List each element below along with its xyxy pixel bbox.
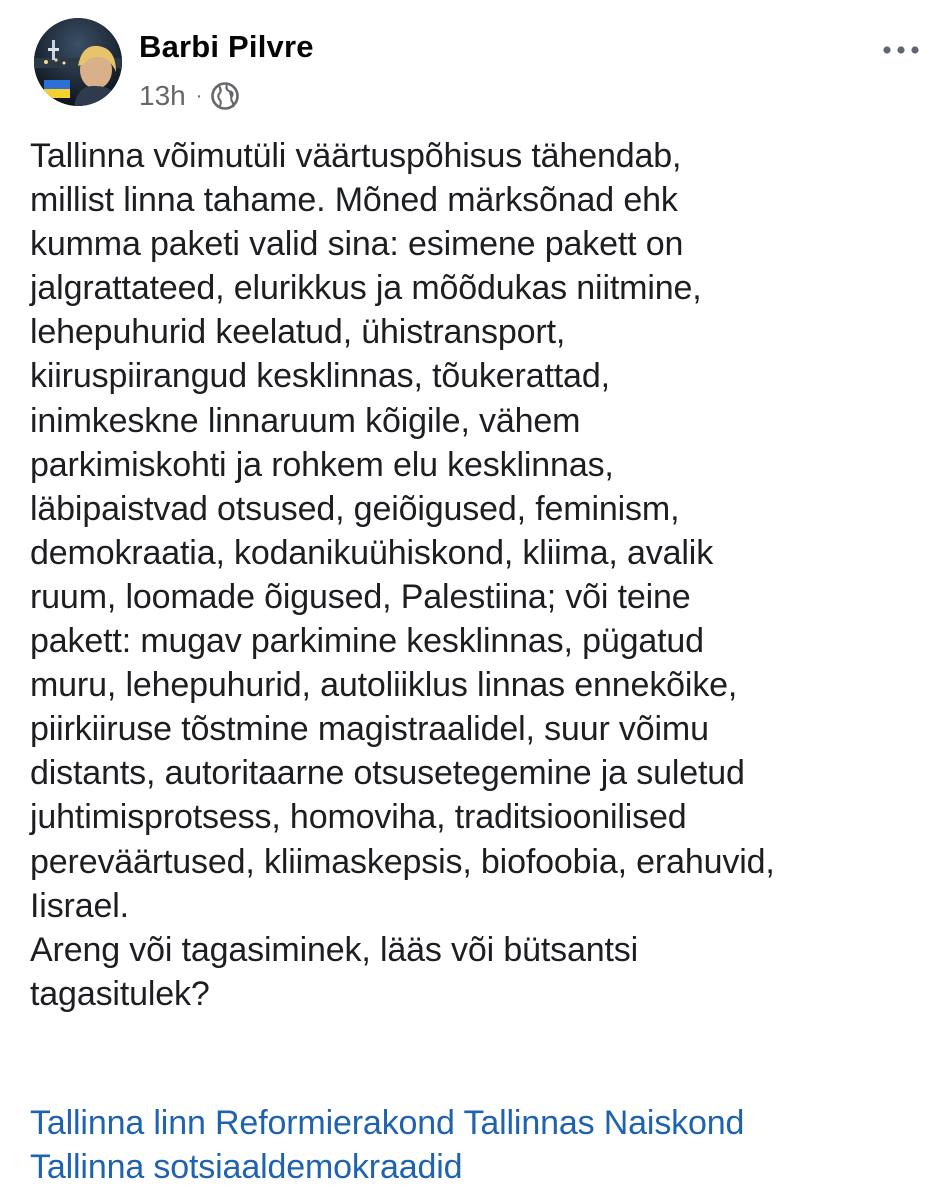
post-body-line: läbipaistvad otsused, geiõigused, feminism,: [30, 489, 680, 528]
post-body-line: pereväärtused, kliimaskepsis, biofoobia, erahuvid,: [30, 842, 775, 881]
post-body-line: muru, lehepuhurid, autoliiklus linnas ennekõike,: [30, 666, 738, 705]
avatar-photo: [34, 18, 122, 106]
post-body-line: Iisrael.: [30, 886, 129, 925]
post-body-line: tagasitulek?: [30, 974, 210, 1013]
post-body-line: kiiruspiirangud kesklinnas, tõukerattad,: [30, 357, 610, 396]
post-time[interactable]: 13h: [139, 80, 186, 111]
post-body-line: lehepuhurid keelatud, ühistransport,: [30, 313, 566, 352]
tag-tallinna-sotsiaaldemokraadid[interactable]: Tallinna sotsiaaldemokraadid: [30, 1148, 463, 1186]
post-body-line: demokraatia, kodanikuühiskond, kliima, avalik: [30, 533, 714, 572]
post-body-line: piirkiiruse tõstmine magistraalidel, suur võimu: [30, 710, 709, 749]
avatar[interactable]: [34, 18, 122, 106]
tag-naiskond[interactable]: Naiskond: [603, 1104, 745, 1142]
tag-line: [30, 1145, 920, 1189]
post-header: [0, 0, 945, 120]
post-body-line: kumma paketi valid sina: esimene pakett on: [30, 225, 684, 264]
post-body-line: Areng või tagasiminek, lääs või bütsantsi: [30, 930, 639, 969]
meta-separator: ·: [195, 84, 203, 107]
tag-line: [30, 1101, 920, 1145]
post-body-line: juhtimisprotsess, homoviha, traditsioonilised: [30, 798, 687, 837]
tagged-pages: [30, 1101, 920, 1189]
post-body-line: jalgrattateed, elurikkus ja mõõdukas niitmine,: [30, 269, 702, 308]
post-meta: [139, 79, 240, 113]
post-body-line: ruum, loomade õigused, Palestiina; või teine: [30, 577, 691, 616]
post-body-line: pakett: mugav parkimine kesklinnas, pügatud: [30, 622, 704, 661]
post-body-line: inimkeskne linnaruum kõigile, vähem: [30, 401, 581, 440]
tag-reformierakond-tallinnas[interactable]: Reformierakond Tallinnas: [215, 1104, 595, 1142]
author-name[interactable]: Barbi Pilvre: [139, 29, 314, 64]
more-options-icon[interactable]: [879, 38, 923, 62]
globe-icon[interactable]: [210, 81, 240, 111]
post-body-line: parkimiskohti ja rohkem elu kesklinnas,: [30, 445, 614, 484]
post-body: [30, 134, 920, 1016]
post-body-line: Tallinna võimutüli väärtuspõhisus tähendab,: [30, 137, 682, 175]
post-body-line: millist linna tahame. Mõned märksõnad ehk: [30, 181, 678, 220]
post-body-line: distants, autoritaarne otsusetegemine ja suletud: [30, 754, 745, 793]
tag-tallinna-linn[interactable]: Tallinna linn: [30, 1104, 206, 1142]
